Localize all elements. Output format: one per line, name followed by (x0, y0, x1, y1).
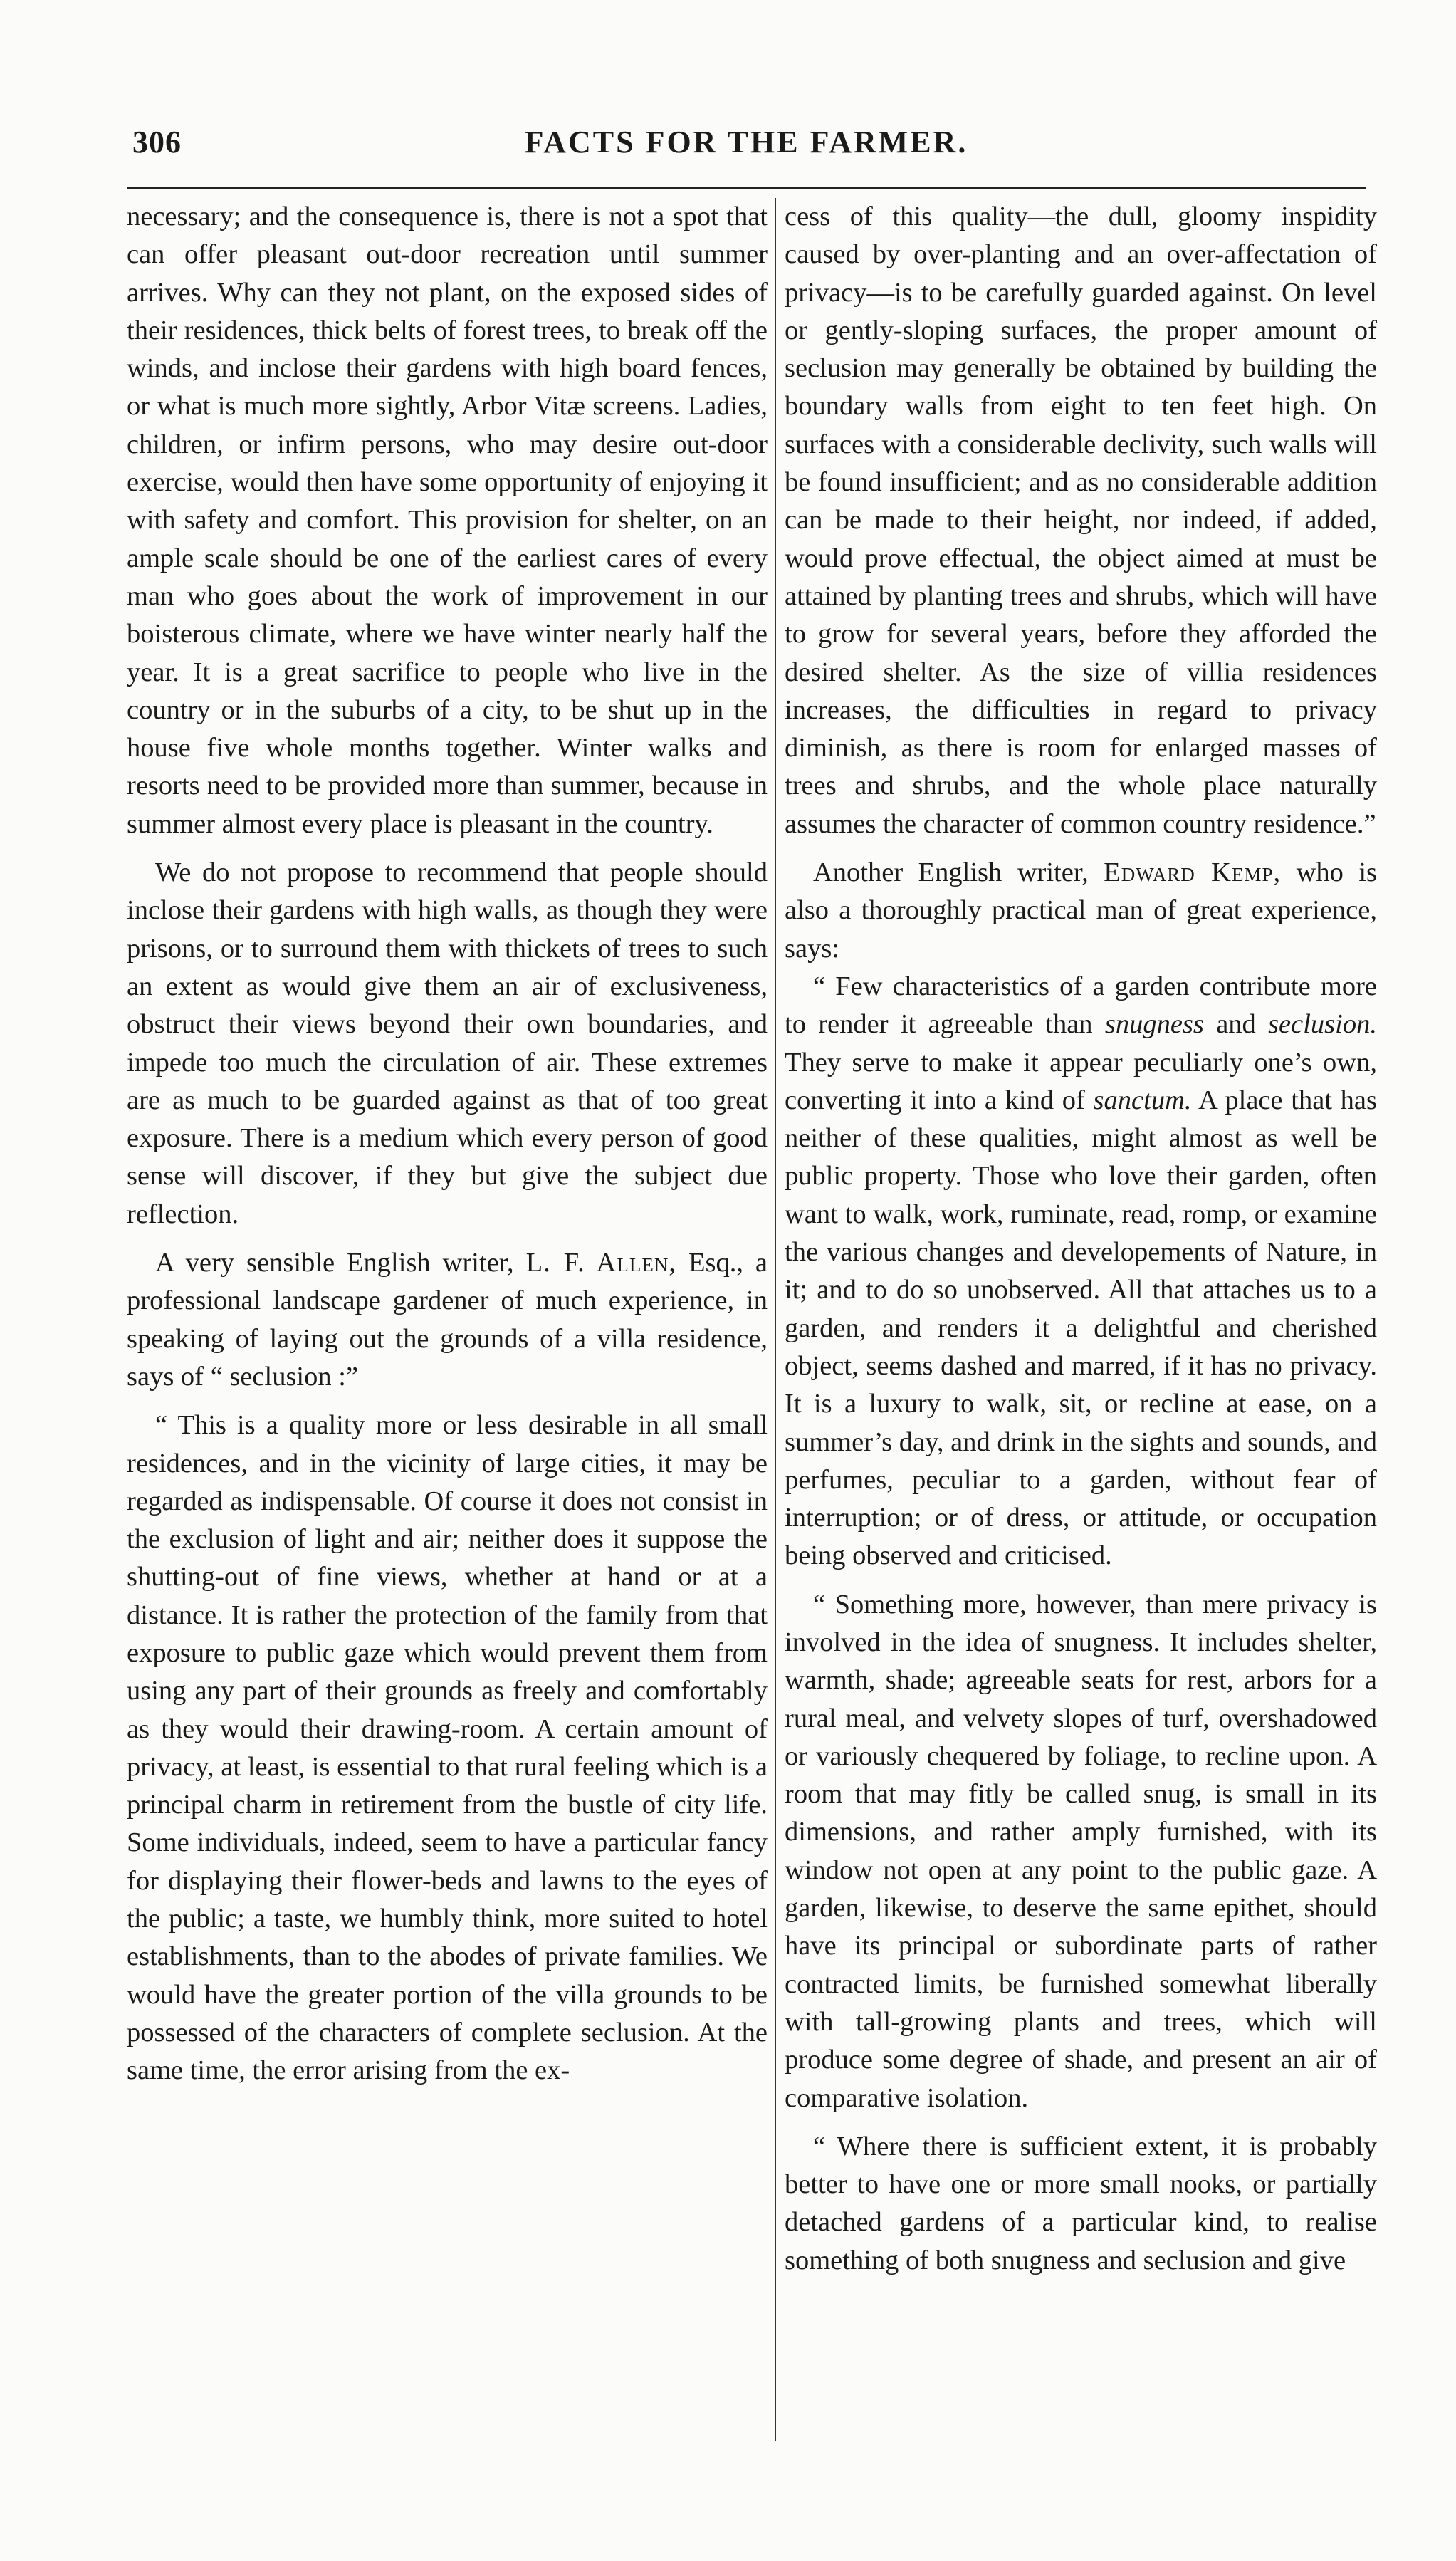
paragraph-text: Esq., a professional landscape gardener of much experience, in speaking of laying out the grounds of a villa residence, says of “ seclusion :” (127, 1248, 768, 1392)
paragraph-text: They serve to make it appear peculiarly one’s own, converting it into a kind of (785, 1047, 1377, 1115)
italic-term: sanctum. (1093, 1085, 1192, 1115)
quotation-paragraph (785, 968, 1377, 1575)
author-name: L. F. Allen, (525, 1248, 676, 1278)
left-column (127, 198, 768, 2420)
paragraph-text: A place that has neither of these qualities, might almost as well be public property. Those who love their garden, often want to walk, work, ruminate, read, romp, or examine the various changes and developements of Nature, in it; and to do so unobserved. All that attaches us to a garden, and renders it a delightful and cherished object, seems dashed and marred, if it has no privacy. It is a luxury to walk, sit, or recline at ease, on a summer’s day, and drink in the sights and sounds, and perfumes, peculiar to a garden, without fear of interruption; or of dress, or attitude, or occupation being observed and criticised. (785, 1085, 1377, 1571)
italic-term: snugness (1104, 1009, 1204, 1040)
quotation-paragraph: cess of this quality—the dull, gloomy inspidity caused by over-planting and an over-affectation of privacy—is to be carefully guarded against. On level or gently-sloping surfaces, the proper amount of seclusion may generally be obtained by building the boundary walls from eight to ten feet high. On surfaces with a considerable declivity, such walls will be found insufficient; and as no considerable addition can be made to their height, nor indeed, if added, would prove effectual, the object aimed at must be attained by planting trees and shrubs, which will have to grow for several years, before they afforded the desired shelter. As the size of villia residences increases, the difficulties in regard to privacy diminish, as there is room for enlarged masses of trees and shrubs, and the whole place naturally assumes the character of common country residence.” (785, 202, 1377, 839)
page-number: 306 (132, 125, 182, 160)
paragraph-text: who is also a thoroughly practical man of great experience, says: (785, 857, 1377, 964)
italic-term: seclusion. (1268, 1009, 1377, 1040)
quotation-paragraph: “ This is a quality more or less desirable in all small residences, and in the vicinity of large cities, it may be regarded as indispensable. Of course it does not consist in the exclusion of light and air; neither does it suppose the shutting-out of fine views, whether at hand or at a distance. It is rather the protection of the family from that exposure to public gaze which would prevent them from using any part of their grounds as freely and comfortably as they would their drawing-room. A certain amount of privacy, at least, is essential to that rural feeling which is a principal charm in retirement from the bustle of city life. Some individuals, indeed, seem to have a particular fancy for displaying their flower-beds and lawns to the eyes of the public; a taste, we humbly think, more suited to hotel establishments, than to the abodes of private families. We would have the greater portion of the villa grounds to be possessed of the characters of complete seclusion. At the same time, the error arising from the ex- (127, 1410, 768, 2086)
paragraph: necessary; and the consequence is, there is not a spot that can offer pleasant out-door recreation until summer arrives. Why can they not plant, on the exposed sides of their residences, thick belts of forest trees, to break off the winds, and inclose their gardens with high board fences, or what is much more sightly, Arbor Vitæ screens. Ladies, children, or infirm persons, who may desire out-door exercise, would then have some opportunity of enjoying it with safety and comfort. This provision for shelter, on an ample scale should be one of the earliest cares of every man who goes about the work of improvement in our boisterous climate, where we have winter nearly half the year. It is a great sacrifice to people who live in the country or in the suburbs of a city, to be shut up in the house five whole months together. Winter walks and resorts need to be provided more than summer, because in summer almost every place is pleasant in the country. (127, 202, 768, 839)
paragraph-text: and (1203, 1009, 1269, 1040)
right-column (785, 198, 1377, 2420)
paragraph (785, 854, 1377, 968)
paragraph-text: A very sensible English writer, (155, 1248, 526, 1278)
paragraph (127, 1244, 768, 1396)
paragraph-text: “ Few characteristics of a garden contribute more to render it agreeable than (785, 971, 1377, 1040)
quotation-paragraph: “ Where there is sufficient extent, it is probably better to have one or more small nooks, or partially detached gardens of a particular kind, to realise something of both snugness and seclusion and give (785, 2131, 1377, 2275)
page-header (127, 120, 1366, 177)
paragraph: We do not propose to recommend that people should inclose their gardens with high walls, as though they were prisons, or to surround them with thickets of trees to such an extent as would give them an air of exclusiveness, obstruct their views beyond their own boundaries, and impede too much the circulation of air. These extremes are as much to be guarded against as that of too great exposure. There is a medium which every person of good sense will discover, if they but give the subject due reflection. (127, 857, 768, 1229)
column-divider (775, 198, 776, 2441)
header-rule (127, 187, 1366, 189)
paragraph-text: Another English writer, (813, 857, 1104, 888)
quotation-paragraph: “ Something more, however, than mere privacy is involved in the idea of snugness. It includes shelter, warmth, shade; agreeable seats for rest, arbors for a rural meal, and velvety slopes of turf, overshadowed or variously chequered by foliage, to recline upon. A room that may fitly be called snug, is small in its dimensions, and rather amply furnished, with its window not open at any point to the public gaze. A garden, likewise, to deserve the same epithet, should have its principal or subordinate parts of rather contracted limits, be furnished somewhat liberally with tall-growing plants and trees, which will produce some degree of shade, and present an air of comparative isolation. (785, 1589, 1377, 2113)
running-head: FACTS FOR THE FARMER. (524, 125, 968, 160)
author-name: Edward Kemp, (1104, 857, 1282, 888)
